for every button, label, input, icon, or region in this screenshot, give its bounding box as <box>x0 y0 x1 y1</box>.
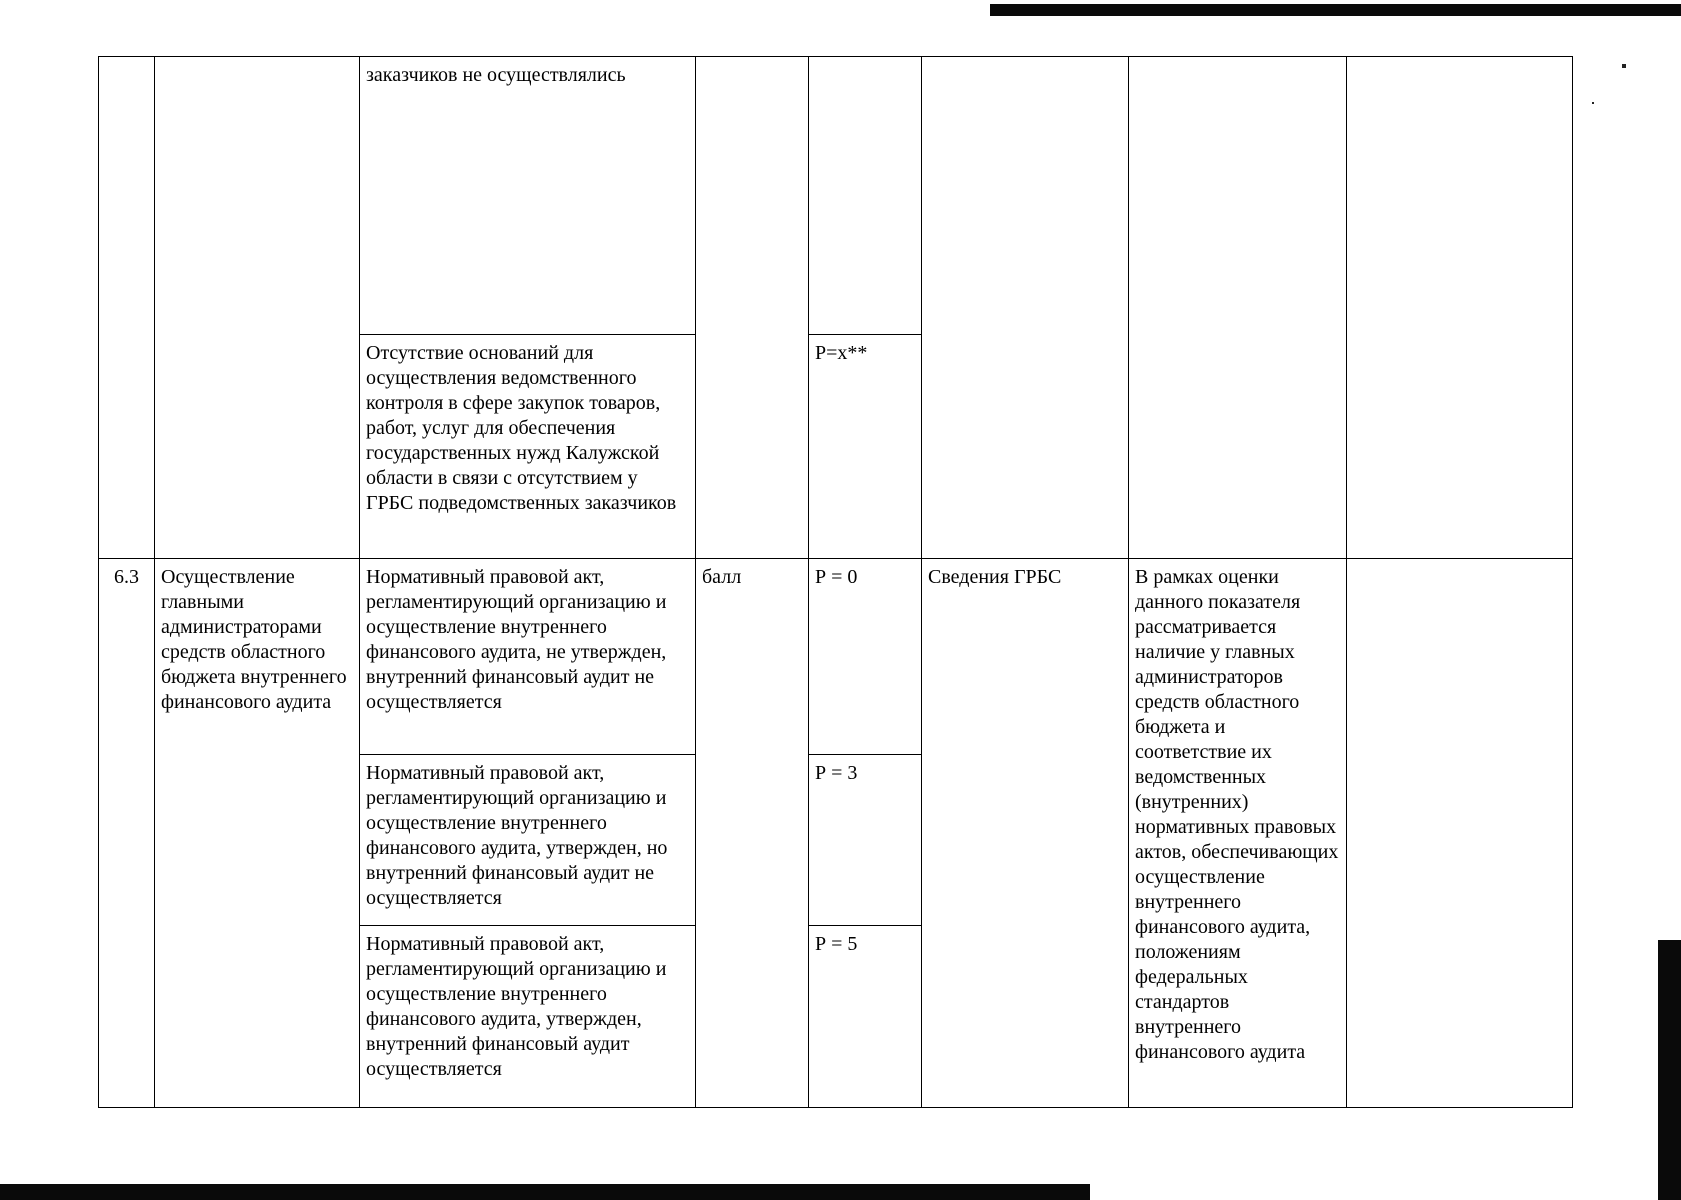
cell-criterion: Нормативный правовой акт, регламентирующий организацию и осуществление внутреннего финансового аудита, утвержден, внутренний финансовый аудит осуществляется <box>360 926 696 1108</box>
table-row <box>99 57 1573 335</box>
cell-score: Р = 0 <box>809 559 922 755</box>
cell-criterion: Отсутствие оснований для осуществления ведомственного контроля в сфере закупок товаров, работ, услуг для обеспечения государственных нужд Калужской области в связи с отсутствием у ГРБС подведомственных заказчиков <box>360 335 696 559</box>
cell-extra-empty <box>1347 57 1573 559</box>
indicator-table <box>98 56 1573 1108</box>
cell-num-empty <box>99 57 155 559</box>
cell-score-empty <box>809 57 922 335</box>
cell-unit-empty <box>696 57 809 559</box>
cell-criterion: Нормативный правовой акт, регламентирующий организацию и осуществление внутреннего финансового аудита, утвержден, но внутренний финансовый аудит не осуществляется <box>360 755 696 926</box>
scan-edge-bottom <box>0 1184 1090 1200</box>
scan-speck <box>1622 64 1626 68</box>
cell-source: Сведения ГРБС <box>922 559 1129 1108</box>
scan-edge-top <box>990 4 1681 16</box>
cell-source-empty <box>922 57 1129 559</box>
cell-num: 6.3 <box>99 559 155 1108</box>
cell-criterion: Нормативный правовой акт, регламентирующий организацию и осуществление внутреннего финансового аудита, не утвержден, внутренний финансовый аудит не осуществляется <box>360 559 696 755</box>
cell-extra-empty <box>1347 559 1573 1108</box>
cell-score: Р = 3 <box>809 755 922 926</box>
cell-unit: балл <box>696 559 809 1108</box>
cell-score: Р=х** <box>809 335 922 559</box>
scan-edge-right <box>1658 940 1681 1200</box>
cell-indicator: Осуществление главными администраторами средств областного бюджета внутреннего финансового аудита <box>155 559 360 1108</box>
cell-criterion: заказчиков не осуществлялись <box>360 57 696 335</box>
cell-score: Р = 5 <box>809 926 922 1108</box>
cell-comment: В рамках оценки данного показателя рассматривается наличие у главных администраторов средств областного бюджета и соответствие их ведомственных (внутренних) нормативных правовых актов, обеспечивающих осуществление внутреннего финансового аудита, положениям федеральных стандартов внутреннего финансового аудита <box>1129 559 1347 1108</box>
scan-speck <box>1592 102 1594 104</box>
cell-comment-empty <box>1129 57 1347 559</box>
table-row <box>99 559 1573 755</box>
cell-indicator-empty <box>155 57 360 559</box>
